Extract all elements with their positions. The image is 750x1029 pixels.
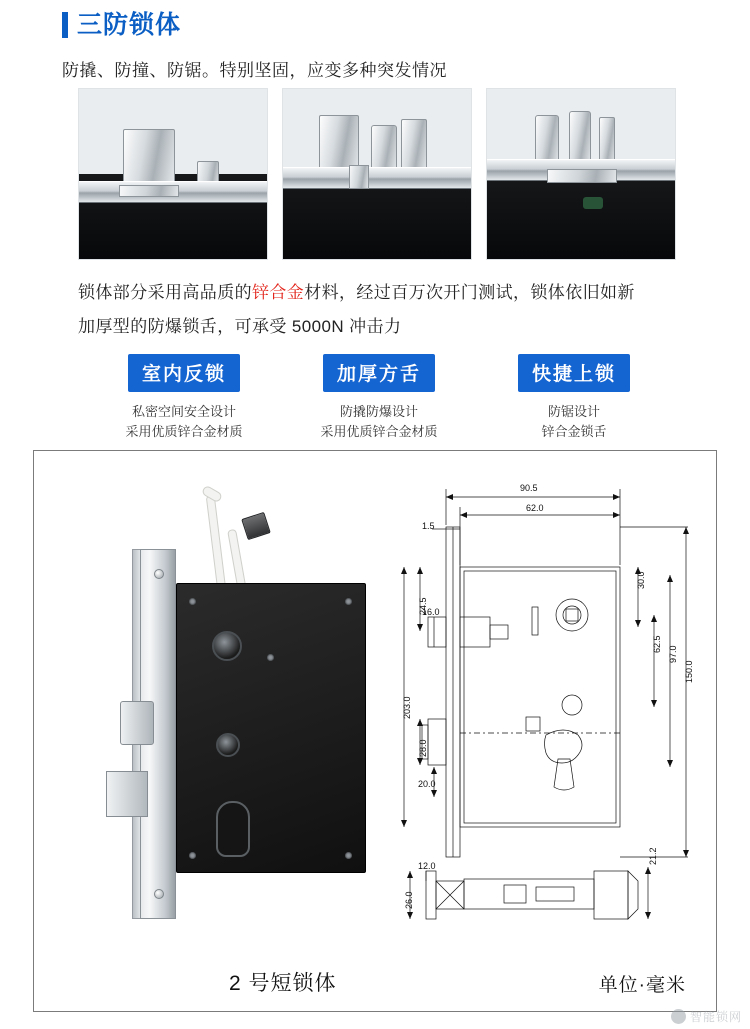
dim-62-0: 62.0 — [526, 503, 544, 513]
dim-28-0: 28.0 — [418, 739, 428, 757]
body-copy-line-1-a: 锁体部分采用高品质的 — [78, 283, 252, 302]
dim-203-0: 203.0 — [402, 696, 412, 719]
page-title-text: 三防锁体 — [77, 11, 182, 39]
dim-26-0: 26.0 — [404, 891, 414, 909]
feature-badge-label: 加厚方舌 — [323, 354, 435, 392]
body-copy — [78, 276, 678, 344]
engineering-drawings — [386, 467, 706, 937]
technical-drawing-frame — [33, 450, 717, 1012]
feature-badge-2 — [289, 354, 469, 442]
watermark — [671, 1008, 742, 1025]
dead-bolt — [120, 701, 154, 745]
product-photo-3 — [486, 88, 676, 260]
lock-body-photo — [94, 471, 384, 951]
dim-97-0: 97.0 — [668, 645, 678, 663]
body-copy-line-2: 加厚型的防爆锁舌，可承受 5000N 冲击力 — [78, 317, 402, 336]
feature-badge-description-line-2: 采用优质锌合金材质 — [320, 424, 438, 439]
body-copy-line-1-b: 材料，经过百万次开门测试，锁体依旧如新 — [304, 283, 635, 302]
lock-bolt-base — [349, 165, 369, 189]
body-copy-highlight: 锌合金 — [252, 283, 305, 302]
spindle-hole — [212, 631, 242, 661]
cylinder-hole — [216, 801, 250, 857]
lock-case — [176, 583, 366, 873]
lock-bolt-base — [119, 185, 179, 197]
photo-strip — [78, 88, 676, 260]
watermark-logo-icon — [671, 1009, 686, 1024]
brand-logo-icon — [583, 197, 603, 209]
connector-plug — [241, 512, 271, 540]
feature-badge-description-line-1: 防锯设计 — [547, 404, 600, 419]
latch-bolt — [106, 771, 148, 817]
auxiliary-hole — [216, 733, 240, 757]
page-subtitle: 防撬、防撞、防锯。特别坚固，应变多种突发情况 — [62, 61, 447, 80]
case-rivet — [189, 852, 196, 859]
feature-badge-3 — [484, 354, 664, 442]
dim-1-5: 1.5 — [422, 521, 435, 531]
feature-badge-description-line-2: 锌合金锁舌 — [541, 424, 607, 439]
case-rivet — [267, 654, 274, 661]
dim-16-0: 16.0 — [422, 607, 440, 617]
feature-badge-label: 室内反锁 — [128, 354, 240, 392]
faceplate-screw-bottom — [154, 889, 164, 899]
door-frame-rail — [282, 167, 472, 189]
dim-30-0: 30.0 — [636, 571, 646, 589]
drawing-caption-right: 单位·毫米 — [598, 975, 686, 996]
dim-20-0: 20.0 — [418, 779, 436, 789]
feature-badges — [94, 354, 664, 442]
dim-150-0: 150.0 — [684, 660, 694, 683]
drawing-caption-left: 2 号短锁体 — [229, 972, 337, 995]
page-title — [62, 12, 181, 38]
feature-badge-description — [94, 402, 274, 442]
feature-badge-description-line-2: 采用优质锌合金材质 — [125, 424, 243, 439]
feature-badge-1 — [94, 354, 274, 442]
body-copy-line-1 — [78, 276, 678, 310]
dim-90-5: 90.5 — [520, 483, 538, 493]
dim-24-5: 24.5 — [418, 597, 428, 615]
case-rivet — [189, 598, 196, 605]
dim-21-2: 21.2 — [648, 847, 658, 865]
feature-badge-description-line-1: 防撬防爆设计 — [339, 404, 418, 419]
feature-badge-label: 快捷上锁 — [518, 354, 630, 392]
dim-62-5: 62.5 — [652, 635, 662, 653]
case-rivet — [345, 598, 352, 605]
faceplate-screw-top — [154, 569, 164, 579]
dim-12-0: 12.0 — [418, 861, 436, 871]
photo-dark-background — [487, 174, 675, 259]
product-photo-1 — [78, 88, 268, 260]
lock-bolt-base — [547, 169, 617, 183]
title-accent-bar — [62, 12, 68, 38]
feature-badge-description-line-1: 私密空间安全设计 — [131, 404, 236, 419]
feature-badge-description — [289, 402, 469, 442]
watermark-text: 智能锁网 — [689, 1010, 742, 1024]
case-rivet — [345, 852, 352, 859]
product-photo-2 — [282, 88, 472, 260]
feature-badge-description — [484, 402, 664, 442]
